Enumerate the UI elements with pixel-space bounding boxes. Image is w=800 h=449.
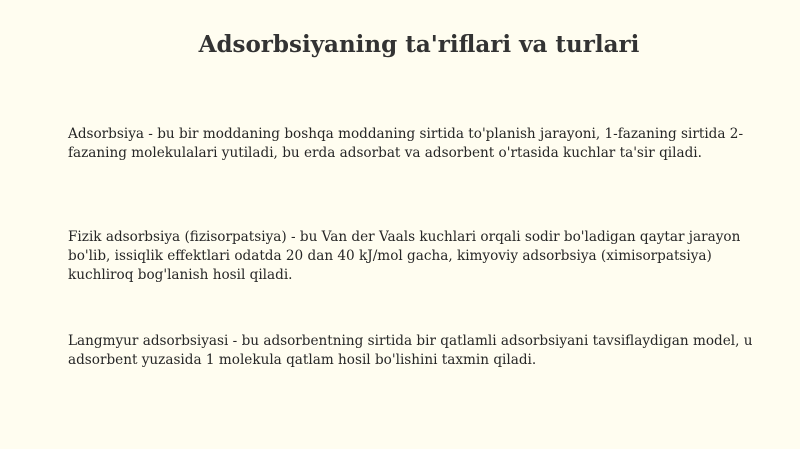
- definition-paragraph-adsorbsiya: Adsorbsiya - bu bir moddaning boshqa moddaning sirtida to'planish jarayoni, 1-fazaning sirtida 2-fazaning molekulalari yutiladi, bu erda adsorbat va adsorbent o'rtasida kuchlar ta'sir qiladi.: [68, 126, 744, 161]
- slide-title: Adsorbsiyaning ta'riflari va turlari: [198, 31, 640, 58]
- definition-paragraph-langmyur-adsorbsiyasi: Langmyur adsorbsiyasi - bu adsorbentning sirtida bir qatlamli adsorbsiyani tavsiflaydigan model, u adsorbent yuzasida 1 molekula qatlam hosil bo'lishini taxmin qiladi.: [68, 333, 753, 368]
- definition-paragraph-fizik-adsorbsiya: Fizik adsorbsiya (fizisorpatsiya) - bu Van der Vaals kuchlari orqali sodir bo'ladigan qaytar jarayon bo'lib, issiqlik effektlari odatda 20 dan 40 kJ/mol gacha, kimyoviy adsorbsiya (ximisorpatsiya) kuchliroq bog'lanish hosil qiladi.: [68, 229, 741, 283]
